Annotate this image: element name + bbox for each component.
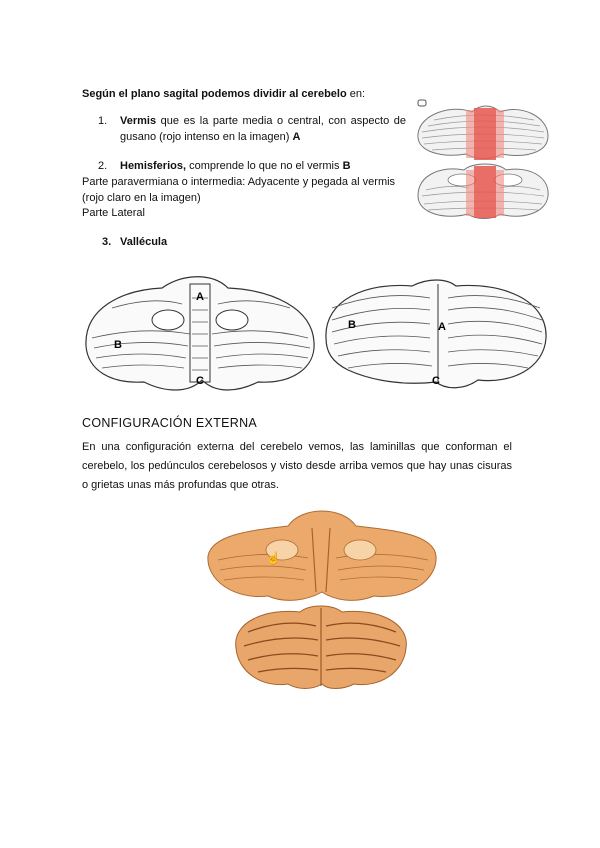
diagram-label-c-left: C (196, 375, 204, 387)
cerebellum-bottom-view (418, 164, 548, 219)
cerebellum-line-diagrams (82, 268, 552, 396)
cerebellum-top-view (418, 106, 548, 160)
diagram-label-b-left: B (114, 339, 122, 351)
item-vallecula: Vallécula (120, 236, 168, 248)
diagram-label-a-left: A (196, 291, 204, 303)
item-number-3: 3. (102, 236, 112, 248)
diagram-label-b-right: B (348, 319, 356, 331)
paravermiana-text: Parte paravermiana o intermedia: Adyacente y pegada al vermis (rojo claro en la imagen) (82, 176, 396, 204)
cerebellum-specimen-photos (204, 500, 440, 690)
diagram-label-c-right: C (432, 375, 440, 387)
intro-line: Según el plano sagital podemos dividir al cerebelo en: (82, 88, 366, 100)
pointer-icon (418, 100, 426, 106)
vermis-color-figures (412, 96, 552, 226)
item-hemisferios: Hemisferios, comprende lo que no el vermis B (120, 160, 351, 172)
item-number-2: 2. (98, 160, 108, 172)
section-heading: CONFIGURACIÓN EXTERNA (82, 416, 258, 430)
item-vermis: Vermis que es la parte media o central, con aspecto de gusano (rojo intenso en la imagen) A (120, 115, 406, 143)
cerebellum-specimen-superior (236, 606, 407, 689)
hand-cursor-icon (266, 550, 281, 565)
lateral-text: Parte Lateral (82, 207, 145, 219)
item-number-1: 1. (98, 115, 108, 127)
cerebellum-specimen-inferior (208, 511, 436, 600)
cerebellum-superior-diagram (326, 280, 546, 388)
diagram-label-a-right: A (438, 321, 446, 333)
section-body: En una configuración externa del cerebelo vemos, las laminillas que conforman el cerebelo, los pedúnculos cerebelosos y visto desde arriba vemos que hay unas cisuras o grietas unas más profundas que otras. (82, 441, 512, 491)
svg-text:☝: ☝ (266, 551, 281, 565)
